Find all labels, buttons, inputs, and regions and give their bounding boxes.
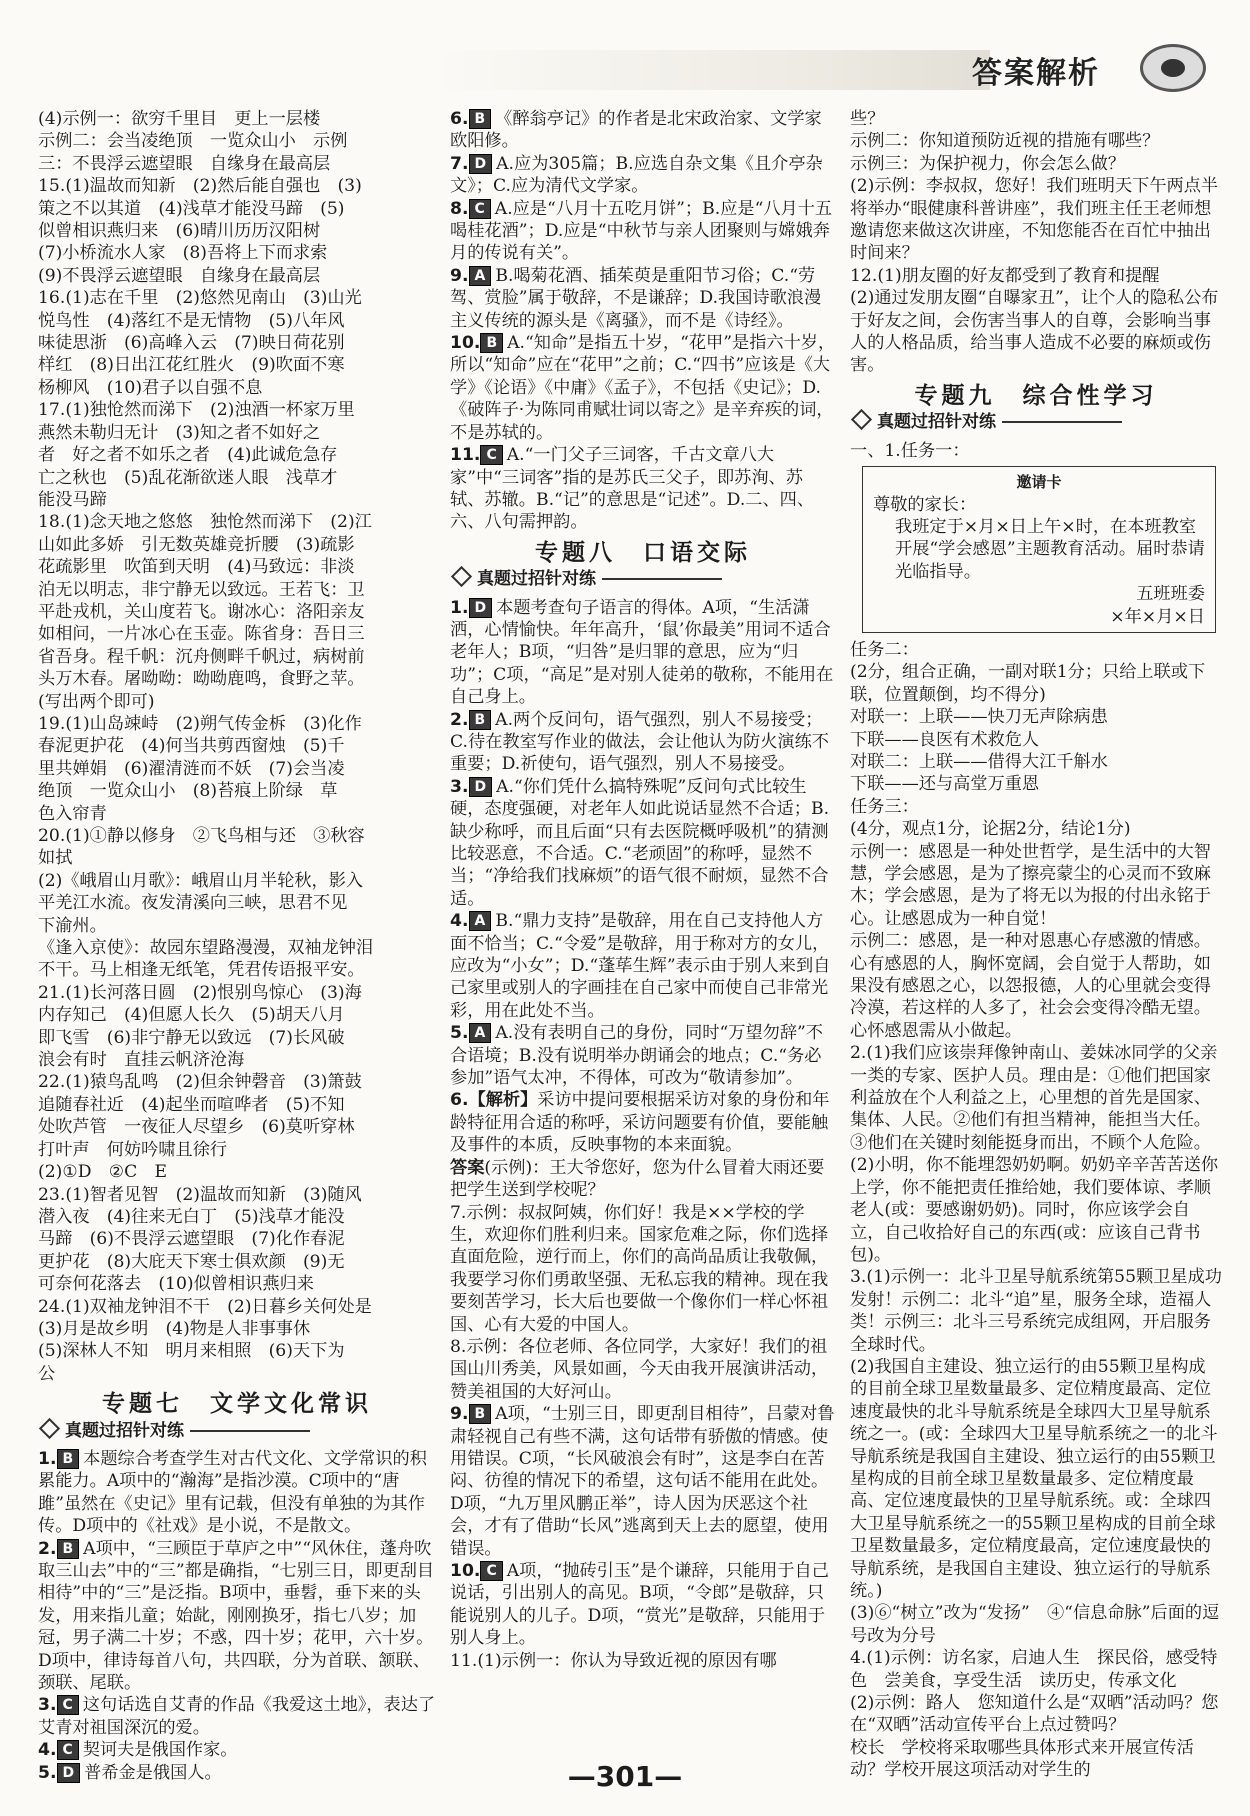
column-1 — [38, 108, 436, 1784]
answer-line: (2)①D ②C E — [38, 1162, 168, 1183]
answer-line: 山如此多娇 引无数英雄竞折腰 (3)疏影 — [38, 534, 355, 555]
item-number: 2. — [450, 709, 469, 730]
answer-choice-badge: B — [57, 1539, 80, 1559]
answer-line: 如相问，一片冰心在玉壶。陈省身：吾日三 — [38, 624, 365, 645]
answer-line: (2)示例：李叔叔，您好！我们班明天下午两点半将举办“眼健康科普讲座”，我们班主任王老师想邀请您来做这次讲座，不知您能否在百忙中抽出时间来？ — [850, 176, 1219, 264]
answer-line: 公 — [38, 1363, 56, 1384]
answer-line: 示例三：为保护视力，你会怎么做？ — [850, 153, 1126, 174]
section-7-items — [38, 1448, 436, 1784]
item-6-analysis: 6.【解析】采访中提问要根据采访对象的身份和年龄特征用合适的称呼，采访问题要有价值，要能触及事件的本质，反映事物的本来面貌。 — [450, 1090, 830, 1156]
answer-choice-badge: A — [469, 1023, 492, 1043]
item-number: 10. — [450, 1561, 481, 1581]
answer-line: 《逢入京使》：故园东望路漫漫，双袖龙钟泪 — [38, 938, 374, 959]
answer-item — [450, 597, 836, 709]
item-number: 3. — [38, 1695, 57, 1716]
answer-line: 春泥更护花 (4)何当共剪西窗烛 (5)千 — [38, 736, 345, 757]
task-2-line: 对联一：上联——快刀无声除病患 — [850, 707, 1108, 728]
answer-line: 即飞雪 (6)非宁静无以致远 (7)长风破 — [38, 1027, 345, 1048]
section-8-title: 专题八 口语交际 — [535, 539, 751, 566]
section-7-title: 专题七 文学文化常识 — [102, 1391, 372, 1418]
header-title: 答案解析 — [972, 56, 1100, 91]
answer-line: 示例二：会当凌绝顶 一览众山小 示例 — [38, 131, 348, 152]
card-greeting: 尊敬的家长： — [873, 494, 977, 515]
answer-line: 打叶声 何妨吟啸且徐行 — [38, 1139, 228, 1160]
item-number: 6. — [450, 109, 469, 129]
answer-choice-badge: D — [469, 154, 493, 174]
answer-line: 12.(1)朋友圈的好友都受到了教育和提醒 — [850, 265, 1160, 286]
answer-line: 头万木春。屠呦呦：呦呦鹿鸣，食野之苹。 — [38, 669, 365, 690]
answer-line: 里共婵娟 (6)濯清涟而不妖 (7)会当凌 — [38, 758, 345, 779]
item-number: 9. — [450, 1404, 469, 1425]
task-2-line: 任务二： — [850, 639, 919, 660]
section-9-title: 专题九 综合性学习 — [914, 382, 1158, 409]
answer-line: 浪会有时 直挂云帆济沧海 — [38, 1050, 245, 1071]
answer-line: 22.(1)猿鸟乱鸣 (2)但余钟磬音 (3)箫鼓 — [38, 1072, 362, 1093]
answer-line: (9)不畏浮云遮望眼 自缘身在最高层 — [38, 265, 321, 286]
item-number: 10. — [450, 333, 481, 354]
item-8: 8.示例：各位老师、各位同学，大家好！我们的祖国山川秀美，风景如画，今天由我开展演讲活动，赞美祖国的大好河山。 — [450, 1336, 829, 1402]
task-1-label: 一、1.任务一： — [850, 440, 970, 461]
answer-line: 19.(1)山岛竦峙 (2)朔气传金柝 (3)化作 — [38, 713, 362, 734]
answer-line: 追随春社近 (4)起坐而喧哗者 (5)不知 — [38, 1094, 345, 1115]
answer-line: 如拭 — [38, 848, 73, 869]
answer-line: 下渝州。 — [38, 915, 107, 936]
item-explanation: A.应为305篇；B.应选自杂文集《且介亭杂文》；C.应为清代文学家。 — [450, 153, 823, 197]
invitation-card — [862, 466, 1216, 633]
answer-choice-badge: C — [469, 199, 491, 219]
answer-line: 23.(1)智者见智 (2)温故而知新 (3)随风 — [38, 1184, 362, 1205]
item-explanation: B.喝菊花酒、插茱萸是重阳节习俗；C.“劳驾、赏脸”属于敬辞，不是谦辞；D.我国诗歌浪漫主义传统的源头是《离骚》，而不是《诗经》。 — [450, 265, 822, 331]
card-title: 邀请卡 — [1016, 473, 1062, 492]
answer-line: (2)通过发朋友圈“自曝家丑”，让个人的隐私公布于好友之间，会伤害当事人的自尊，会影响当事人的人格品质，给当事人造成不必要的麻烦或伤害。 — [850, 288, 1219, 376]
item-explanation: B.“鼎力支持”是敬辞，用在自己支持他人方面不恰当；C.“令爱”是敬辞，用于称对方的女儿，应改为“小女”；D.“蓬荜生辉”表示由于别人来到自己家里或别人的字画挂在自己家中而使自己非常光彩，用在此处不当。 — [450, 911, 831, 1021]
answer-item — [450, 198, 836, 265]
item-explanation: A.没有表明自己的身份，同时“万望勿辞”不合语境；B.没有说明举办朗诵会的地点；C.“务必参加”语气太冲，不得体，可改为“敬请参加”。 — [450, 1023, 823, 1089]
task-3-line: 校长 学校将采取哪些具体形式来开展宣传活动？学校开展这项活动对学生的 — [850, 1737, 1194, 1781]
item-number: 4. — [450, 911, 469, 932]
answer-line: 似曾相识燕归来 (6)晴川历历汉阳树 — [38, 221, 321, 242]
item-number: 7. — [450, 153, 469, 174]
item-explanation: 普希金是俄国人。 — [84, 1762, 222, 1783]
answer-choice-badge: A — [469, 911, 492, 931]
page-header — [0, 42, 1250, 100]
answer-line: 可奈何花落去 (10)似曾相识燕归来 — [38, 1274, 314, 1295]
column-1-lines — [38, 108, 436, 1385]
answer-choice-badge: B — [57, 1449, 80, 1469]
answer-line: 21.(1)长河落日圆 (2)恨别鸟惊心 (3)海 — [38, 982, 362, 1003]
task-2-line: 下联——良医有术救危人 — [850, 729, 1040, 750]
answer-item — [38, 1739, 436, 1761]
answer-line: 绝顶 一览众山小 (8)苔痕上阶绿 草 — [38, 781, 338, 802]
section-7-subtitle: 真题过招针对练 — [38, 1420, 436, 1442]
answer-line: 悦鸟性 (4)落红不是无情物 (5)八年风 — [38, 310, 345, 331]
task-3-line: (2)示例：路人 您知道什么是“双晒”活动吗？您在“双晒”活动宣传平台上点过赞吗？ — [850, 1693, 1219, 1736]
answer-choice-badge: C — [57, 1740, 79, 1760]
answer-line: 平赴戎机，关山度若飞。谢冰心：洛阳亲友 — [38, 601, 365, 622]
section-8-items-c — [450, 1403, 836, 1649]
column-2 — [450, 108, 836, 1672]
task-2-line: (2分，组合正确，一副对联1分；只给上联或下联，位置颠倒，均不得分) — [850, 662, 1206, 705]
answer-item — [450, 1022, 836, 1089]
task-3-line: (2)我国自主建设、独立运行的由55颗卫星构成的目前全球卫星数量最多、定位精度最高、定位速度最快的北斗导航系统是全球四大卫星导航系统之一。(或：全球四大卫星导航系统之一的北斗导航系统是我国自主建设、独立运行的由55颗卫星构成的目前全球卫星数量最多、定位精度最高、定位速度最快的卫星导航系统。或：全球四大卫星导航系统之一的55颗卫星构成的目前全球卫星数量最多，定位精度最高，定位速度最快的导航系统，是我国自主建设、独立运行的导航系统。) — [850, 1356, 1218, 1601]
answer-line: 燕然未勒归无计 (3)知之者不如好之 — [38, 422, 321, 443]
column-3 — [850, 108, 1222, 1782]
item-explanation: A项中，“三顾臣于草庐之中”“风休住，蓬舟吹取三山去”中的“三”都是确指，“七别三日，即更刮目相待”中的“三”是泛指。B项中，垂髫，垂下来的头发，用来指儿童；始龀，刚刚换牙，指七八岁；加冠，男子满二十岁；不惑，四十岁；花甲，六十岁。D项中，律诗每首八句，共四联，分为首联、颔联、颈联、尾联。 — [38, 1538, 435, 1694]
column-3-top — [850, 108, 1222, 377]
answer-line: 更护花 (8)大庇天下寒士俱欢颜 (9)无 — [38, 1251, 345, 1272]
column-2-items-a — [450, 108, 836, 534]
answer-line: 15.(1)温故而知新 (2)然后能自强也 (3) — [38, 176, 362, 197]
section-9-subtitle: 真题过招针对练 — [850, 411, 1222, 433]
answer-line: 示例二：你知道预防近视的措施有哪些？ — [850, 131, 1160, 152]
answer-item — [450, 444, 836, 534]
item-explanation: 本题综合考查学生对古代文化、文学常识的积累能力。A项中的“瀚海”是指沙漠。C项中的“唐雎”虽然在《史记》里有记载，但没有单独的为其作传。D项中的《社戏》是小说，不是散文。 — [38, 1448, 427, 1537]
answer-choice-badge: C — [480, 1561, 502, 1581]
answer-line: 省吾身。程千帆：沉舟侧畔千帆过，病树前 — [38, 646, 365, 667]
answer-choice-badge: D — [469, 598, 493, 618]
item-explanation: A项，“抛砖引玉”是个谦辞，只能用于自己说话，引出别人的高见。B项，“令郎”是敬辞，只能说别人的儿子。D项，“赏光”是敬辞，只能用于别人身上。 — [450, 1561, 829, 1649]
answer-item — [450, 332, 836, 444]
answer-choice-badge: D — [469, 777, 493, 797]
answer-line: 些？ — [850, 109, 885, 129]
section-8-items — [450, 597, 836, 1090]
answer-item — [450, 1560, 836, 1650]
item-explanation: A.“一门父子三词客，千古文章八大家”中“三词客”指的是苏氏三父子，即苏洵、苏轼、苏辙。B.“记”的意思是“记述”。D.二、四、六、八句需押韵。 — [450, 445, 815, 533]
eye-logo-icon — [1140, 44, 1206, 92]
item-explanation: 《醉翁亭记》的作者是北宋政治家、文学家欧阳修。 — [450, 109, 822, 152]
answer-item — [450, 709, 836, 776]
answer-line: 处吹芦管 一夜征人尽望乡 (6)莫听穿林 — [38, 1117, 355, 1138]
answer-line: 潜入夜 (4)往来无白丁 (5)浅草才能没 — [38, 1206, 345, 1227]
item-explanation: A.应是“八月十五吃月饼”；B.应是“八月十五喝桂花酒”；D.应是“中秋节与亲人团聚则与嫦娥奔月的传说有关”。 — [450, 198, 833, 264]
task-3-line: 2.(1)我们应该崇拜像钟南山、姜妹冰同学的父亲一类的专家、医护人员。理由是：①他们把国家利益放在个人利益之上，心里想的首先是国家、集体、人民。②他们有担当精神，能担当大任。③他们在关键时刻能挺身而出，不顾个人危险。 — [850, 1043, 1218, 1153]
answer-line: 马蹄 (6)不畏浮云遮望眼 (7)化作春泥 — [38, 1229, 345, 1250]
task-2 — [850, 639, 1222, 796]
task-3 — [850, 796, 1222, 1782]
item-number: 2. — [38, 1538, 57, 1559]
answer-choice-badge: B — [480, 333, 503, 353]
card-sign-class: 五班班委 — [1136, 584, 1205, 605]
item-number: 11. — [450, 445, 481, 466]
answer-item — [450, 910, 836, 1022]
answer-line: 不干。马上相逢无纸笔，凭君传语报平安。 — [38, 960, 365, 981]
item-number: 3. — [450, 776, 469, 797]
item-explanation: A.“知命”是指五十岁，“花甲”是指六十岁，所以“知命”应在“花甲”之前；C.“四书”应该是《大学》《论语》《中庸》《孟子》，不包括《史记》；D.《破阵子·为陈同甫赋壮词以寄之》是辛弃疾的词，不是苏轼的。 — [450, 333, 836, 443]
answer-line: 20.(1)①静以修身 ②飞鸟相与还 ③秋容 — [38, 826, 365, 846]
answer-line: 三：不畏浮云遮望眼 自缘身在最高层 — [38, 153, 331, 174]
answer-line: 策之不以其道 (4)浅草才能没马蹄 (5) — [38, 198, 345, 219]
answer-choice-badge: B — [469, 1404, 492, 1424]
answer-item — [450, 153, 836, 198]
answer-choice-badge: A — [469, 266, 492, 286]
card-body: 我班定于×月×日上午×时，在本班教室开展“学会感恩”主题教育活动。届时恭请光临指导。 — [895, 516, 1205, 582]
answer-choice-badge: B — [469, 109, 492, 129]
answer-choice-badge: C — [57, 1695, 79, 1715]
item-explanation: A.两个反问句，语气强烈，别人不易接受；C.待在教室写作业的做法，会让他认为防火演练不重要；D.祈使句，语气强烈，别人不易接受。 — [450, 709, 829, 775]
answer-line: (5)深林人不知 明月来相照 (6)天下为 — [38, 1341, 345, 1362]
item-number: 5. — [38, 1762, 57, 1783]
answer-line: 亡之秋也 (5)乱花渐欲迷人眼 浅草才 — [38, 467, 338, 488]
item-number: 1. — [450, 597, 469, 618]
task-3-line: (2)小明，你不能埋怨奶奶啊。奶奶辛辛苦苦送你上学，你不能把责任推给她，我们要体谅、孝顺老人(或：要感谢奶奶)。同时，你应该学会自立，自己收拾好自己的东西(或：应该自己背书包)。 — [850, 1155, 1219, 1265]
answer-line: (写出两个即可) — [38, 691, 155, 712]
task-2-line: 下联——还与高堂万重恩 — [850, 774, 1040, 795]
item-number: 4. — [38, 1740, 57, 1761]
item-number: 8. — [450, 198, 469, 219]
task-3-line: 任务三： — [850, 796, 919, 817]
task-3-line: (4分，观点1分，论据2分，结论1分) — [850, 819, 1131, 840]
answer-line: 味徒思浙 (6)高峰入云 (7)映日荷花别 — [38, 333, 345, 354]
answer-line: (2)《峨眉山月歌》：峨眉山月半轮秋，影入 — [38, 870, 364, 891]
answer-item — [450, 108, 836, 153]
item-number: 5. — [450, 1023, 469, 1044]
task-2-line: 对联二：上联——借得大江千斛水 — [850, 751, 1108, 772]
answer-line: 16.(1)志在千里 (2)悠然见南山 (3)山光 — [38, 288, 362, 309]
task-3-line: 3.(1)示例一：北斗卫星导航系统第55颗卫星成功发射！示例二：北斗“追”星，服务全球，造福人类！示例三：北斗三号系统完成组网，开启服务全球时代。 — [850, 1267, 1222, 1355]
answer-line: 样红 (8)日出江花红胜火 (9)吹面不寒 — [38, 355, 345, 376]
item-number: 1. — [38, 1448, 57, 1469]
answer-line: 者 好之者不如乐之者 (4)此诚危急存 — [38, 445, 338, 466]
answer-line: 色入帘青 — [38, 803, 107, 824]
item-7: 7.示例：叔叔阿姨，你们好！我是××学校的学生，欢迎你们胜利归来。国家危难之际，你们选择直面危险，逆行而上，你们的高尚品质让我敬佩，我要学习你们勇敢坚强、无私忘我的精神。现在我要刻苦学习，长大后也要做一个像你们一样心怀祖国、心有大爱的中国人。 — [450, 1202, 829, 1335]
answer-line: (4)示例一：欲穷千里目 更上一层楼 — [38, 109, 321, 129]
item-number: 9. — [450, 265, 469, 286]
answer-line: (7)小桥流水人家 (8)吾将上下而求索 — [38, 243, 328, 264]
answer-item — [450, 1403, 836, 1560]
answer-line: 17.(1)独怆然而涕下 (2)浊酒一杯家万里 — [38, 400, 355, 421]
answer-line: 花疏影里 吹笛到天明 (4)马致远：非淡 — [38, 557, 355, 578]
answer-line: 平羌江水流。夜发清溪向三峡，思君不见 — [38, 893, 348, 914]
item-6-answer: 答案(示例)：王大爷您好，您为什么冒着大雨还要把学生送到学校呢？ — [450, 1157, 825, 1201]
item-explanation: 契诃夫是俄国作家。 — [82, 1740, 238, 1761]
answer-item — [450, 776, 836, 910]
task-3-line: (3)⑥“树立”改为“发扬” ④“信息命脉”后面的逗号改为分号 — [850, 1603, 1220, 1646]
answer-choice-badge: B — [469, 710, 492, 730]
header-band — [430, 50, 990, 90]
answer-line: 24.(1)双袖龙钟泪不干 (2)日暮乡关何处是 — [38, 1296, 372, 1317]
card-sign-date: ×年×月×日 — [1110, 606, 1205, 627]
answer-item — [38, 1448, 436, 1538]
task-3-line: 示例一：感恩是一种处世哲学，是生活中的大智慧，学会感恩，是为了擦亮蒙尘的心灵而不致麻木；学会感恩，是为了将无以为报的付出永铭于心。让感恩成为一种自觉！ — [850, 841, 1211, 929]
answer-line: 内存知己 (4)但愿人长久 (5)胡天八月 — [38, 1005, 345, 1026]
answer-line: 泊无以明志，非宁静无以致远。王若飞：卫 — [38, 579, 365, 600]
section-8-subtitle: 真题过招针对练 — [450, 568, 836, 590]
answer-line: (3)月是故乡明 (4)物是人非事事休 — [38, 1318, 311, 1339]
answer-item — [38, 1538, 436, 1695]
answer-line: 能没马蹄 — [38, 489, 107, 510]
item-explanation: 本题考查句子语言的得体。A项，“生活潇洒，心情愉快。年年高升，‘鼠’你最美”用词不适合老年人；B项，“归咎”是归罪的意思，应为“归功”；C项，“高足”是对别人徒弟的敬称，不能用在自己身上。 — [450, 597, 834, 708]
answer-choice-badge: D — [57, 1763, 81, 1783]
answer-item — [38, 1694, 436, 1739]
page-number: —301— — [567, 1760, 683, 1793]
item-11: 11.(1)示例一：你认为导致近视的原因有哪 — [450, 1650, 777, 1671]
item-explanation: 这句话选自艾青的作品《我爱这土地》，表达了艾青对祖国深沉的爱。 — [38, 1695, 436, 1738]
answer-line: 杨柳风 (10)君子以自强不息 — [38, 377, 263, 398]
task-3-line: 示例二：感恩，是一种对恩惠心存感激的情感。心有感恩的人，胸怀宽阔，会自觉于人帮助，如果没有感恩之心，以怨报德，人的心里就会变得冷漠，若这样的人多了，社会会变得冷酷无望。心怀感恩需从小做起。 — [850, 931, 1211, 1041]
answer-choice-badge: C — [480, 445, 502, 465]
answer-item — [450, 265, 836, 332]
item-explanation: A项，“士别三日，即更刮目相待”，吕蒙对鲁肃轻视自己有些不满，这句话带有骄傲的情感。使用错误。C项，“长风破浪会有时”，这是李白在苦闷、彷徨的情况下的希望，这句话不能用在此处。D项，“九万里风鹏正举”，诗人因为厌恶这个社会，才有了借助“长风”逃离到天上去的愿望，使用错误。 — [450, 1404, 835, 1559]
task-3-line: 4.(1)示例：访名家，启迪人生 探民俗，感受特色 尝美食，享受生活 读历史，传承文化 — [850, 1648, 1218, 1691]
answer-line: 18.(1)念天地之悠悠 独怆然而涕下 (2)江 — [38, 512, 372, 533]
item-explanation: A.“你们凭什么搞特殊呢”反问句式比较生硬，态度强硬，对老年人如此说话显然不合适；B.缺少称呼，而且后面“只有去医院概呼吸机”的猜测比较恶意，不合适。C.“老顽固”的称呼，显然不当；“净给我们找麻烦”的语气很不耐烦，显然不合适。 — [450, 776, 830, 909]
